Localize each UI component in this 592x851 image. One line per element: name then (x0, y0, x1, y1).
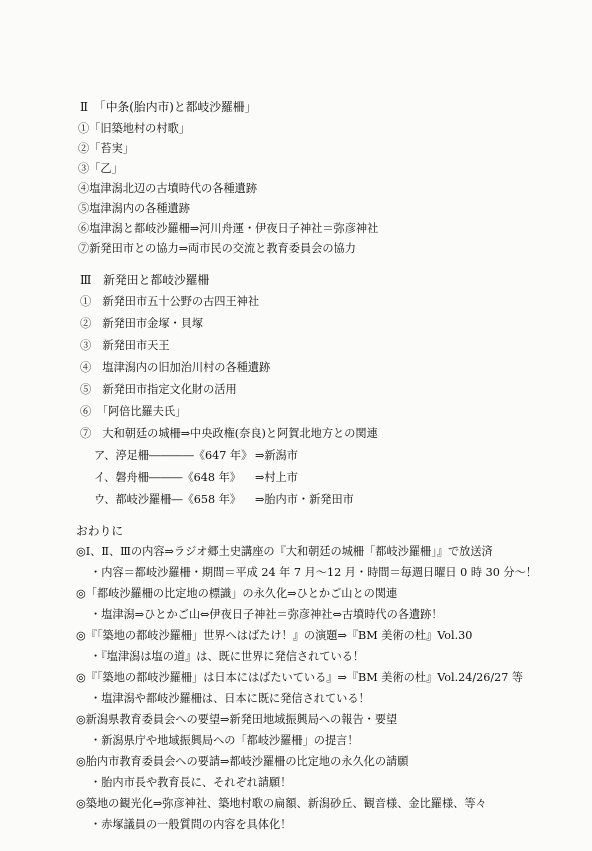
section2-item: ②「苔実」 (78, 142, 134, 155)
conclusion-line: ・『塩津潟は塩の道』は、既に世界に発信されている！ (90, 650, 365, 663)
conclusion-line: ◎『「築地の都岐沙羅柵」世界へはばたけ！』の演題⇒『BM 美術の杜』Vol.30 (76, 629, 473, 642)
section2-item: ①「旧築地村の村歌」 (78, 122, 190, 135)
section2-item: ⑥塩津潟と都岐沙羅柵⇒河川舟運・伊夜日子神社＝弥彦神社 (78, 222, 379, 235)
section2-item: ④塩津潟北辺の古墳時代の各種遺跡 (78, 182, 258, 195)
stockade-place: ⇒新潟市 (255, 449, 298, 462)
conclusion-line: ・新潟県庁や地域振興局への「都岐沙羅柵」の提言！ (90, 734, 359, 747)
conclusion-line: ◎胎内市教育委員会への要請⇒都岐沙羅柵の比定地の永久化の請願 (76, 755, 409, 768)
section3-item: ③ 新発田市天王 (80, 339, 170, 352)
stockade-name: ウ、都岐沙羅柵―《658 年》 (94, 493, 242, 506)
section3-item: ⑦ 大和朝廷の城柵⇒中央政権(奈良)と阿賀北地方との関連 (80, 427, 378, 440)
conclusion-heading: おわりに (76, 524, 124, 538)
section2-item: ③「乙」 (78, 162, 123, 175)
conclusion-line: ・塩津潟や都岐沙羅柵は、日本に既に発信されている！ (90, 692, 370, 705)
stockade-name: イ、磐舟柵―――《648 年》 (94, 471, 241, 484)
section2-item: ⑦新発田市との協力⇒両市民の交流と教育委員会の協力 (78, 242, 356, 255)
section3-item: ② 新発田市金塚・貝塚 (80, 317, 204, 330)
conclusion-line: ◎『「築地の都岐沙羅柵」は日本にはばたいている』⇒『BM 美術の杜』Vol.24/26/27 等 (76, 671, 524, 684)
stockade-place: ⇒村上市 (255, 471, 298, 484)
section2-heading: Ⅱ 「中条(胎内市)と都岐沙羅柵」 (80, 100, 257, 114)
section2-item: ⑤塩津潟内の各種遺跡 (78, 202, 190, 215)
section3-heading: Ⅲ 新発田と都岐沙羅柵 (80, 273, 210, 287)
section3-item: ④ 塩津潟内の旧加治川村の各種遺跡 (80, 361, 271, 374)
section3-item: ① 新発田市五十公野の古四王神社 (80, 295, 260, 308)
conclusion-line: ・内容＝都岐沙羅柵・期間＝平成 24 年 7 月～12 月・時間＝毎週日曜日 0 時 30 分～！ (90, 566, 537, 579)
conclusion-line: ◎新潟県教育委員会への要望⇒新発田地域振興局への報告・要望 (76, 713, 398, 726)
stockade-place: ⇒胎内市・新発田市 (255, 493, 354, 506)
section3-item: ⑥ 「阿倍比羅夫氏」 (80, 405, 187, 418)
conclusion-line: ・胎内市長や教育長に、それぞれ請願！ (90, 776, 292, 789)
section3-item: ⑤ 新発田市指定文化財の活用 (80, 383, 237, 396)
conclusion-line: ◎「都岐沙羅柵の比定地の標識」の永久化⇒ひとかご山との関連 (76, 587, 398, 600)
conclusion-line: ・塩津潟⇒ひとかご山⇔伊夜日子神社＝弥彦神社⇔古墳時代の各遺跡！ (90, 608, 443, 621)
stockade-name: ア、渟足柵――――《647 年》 (94, 449, 253, 462)
conclusion-line: ◎Ⅰ、Ⅱ、Ⅲの内容⇒ラジオ郷土史講座の『大和朝廷の城柵「都岐沙羅柵」』で放送済 (76, 545, 493, 558)
conclusion-line: ◎築地の観光化⇒弥彦神社、築地村歌の扁額、新潟砂丘、観音様、金比羅様、等々 (76, 797, 487, 810)
conclusion-line: ・赤塚議員の一般質問の内容を具体化！ (90, 818, 292, 831)
